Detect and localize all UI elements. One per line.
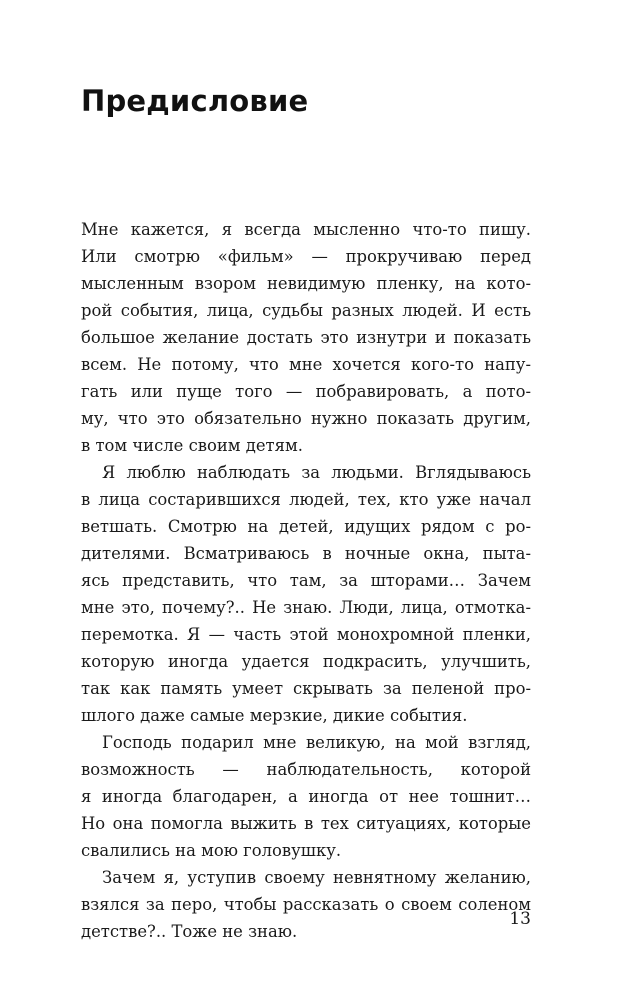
paragraph-3 — [81, 729, 531, 864]
text-line: свалились на мою головушку. — [81, 841, 342, 860]
text-line: Мне кажется, я всегда мысленно что-то пишу. — [81, 220, 531, 239]
text-line: перемотка. Я — часть этой монохромной пленки, — [81, 625, 531, 644]
text-line: рой события, лица, судьбы разных людей. И есть — [81, 301, 531, 320]
paragraph-2 — [81, 459, 531, 729]
text-line: Господь подарил мне великую, на мой взгляд, — [102, 733, 531, 752]
text-line: дителями. Всматриваюсь в ночные окна, пыта- — [81, 544, 531, 563]
text-line: в лица состарившихся людей, тех, кто уже начал — [81, 490, 531, 509]
page-number: 13 — [509, 909, 531, 929]
text-line: взялся за перо, чтобы рассказать о своем соленом — [81, 895, 531, 914]
text-line: гать или пуще того — побравировать, а пото- — [81, 382, 531, 401]
text-line: так как память умеет скрывать за пеленой про- — [81, 679, 531, 698]
text-line: Но она помогла выжить в тех ситуациях, которые — [81, 814, 531, 833]
text-line: ветшать. Смотрю на детей, идущих рядом с ро- — [81, 517, 531, 536]
text-line: Я люблю наблюдать за людьми. Вглядываюсь — [102, 463, 531, 482]
paragraph-4 — [81, 864, 531, 945]
text-line: возможность — наблюдательность, которой — [81, 760, 531, 779]
body-text — [81, 216, 531, 945]
paragraph-1 — [81, 216, 531, 459]
text-line: Или смотрю «фильм» — прокручиваю перед — [81, 247, 531, 266]
text-line: я иногда благодарен, а иногда от нее тошнит… — [81, 787, 531, 806]
text-line: Зачем я, уступив своему невнятному желанию, — [102, 868, 531, 887]
text-line: мне это, почему?.. Не знаю. Люди, лица, отмотка- — [81, 598, 531, 617]
chapter-title: Предисловие — [81, 84, 309, 118]
text-line: шлого даже самые мерзкие, дикие события. — [81, 706, 468, 725]
text-line: большое желание достать это изнутри и показать — [81, 328, 531, 347]
text-line: ясь представить, что там, за шторами… Зачем — [81, 571, 531, 590]
text-line: детстве?.. Тоже не знаю. — [81, 922, 298, 941]
text-line: му, что это обязательно нужно показать другим, — [81, 409, 531, 428]
text-line: в том числе своим детям. — [81, 436, 303, 455]
text-line: всем. Не потому, что мне хочется кого-то напу- — [81, 355, 531, 374]
text-line: которую иногда удается подкрасить, улучшить, — [81, 652, 531, 671]
text-line: мысленным взором невидимую пленку, на кото- — [81, 274, 531, 293]
